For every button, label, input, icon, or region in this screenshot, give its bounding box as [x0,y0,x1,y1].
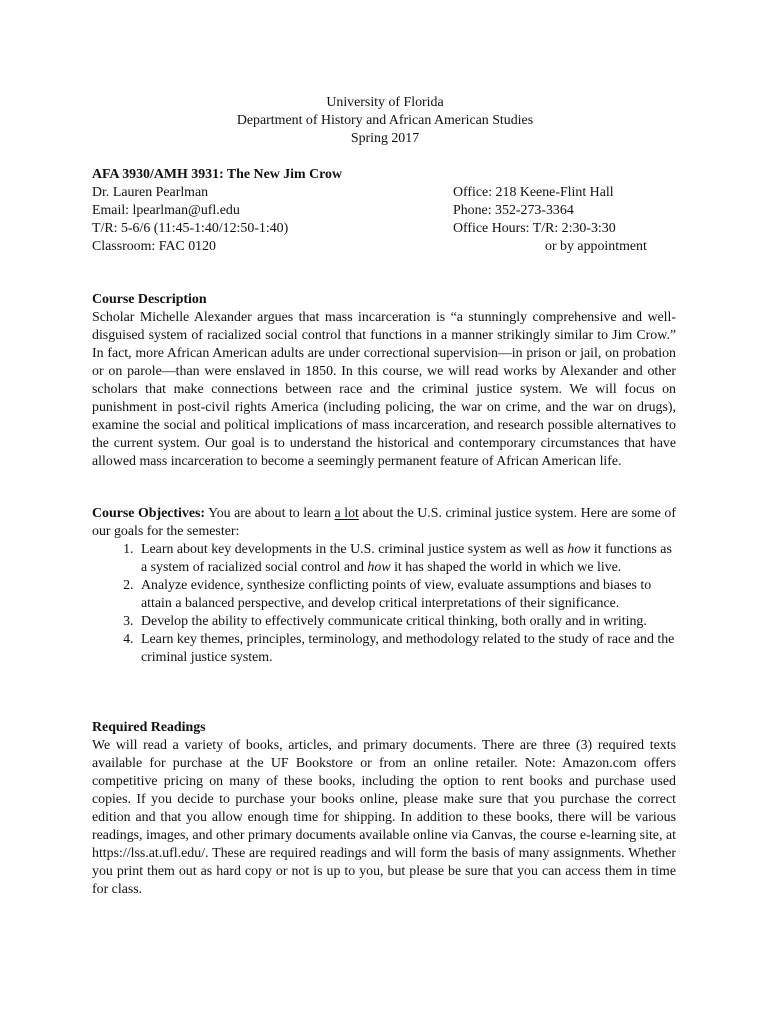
objectives-intro-underlined: a lot [334,506,359,521]
class-schedule: T/R: 5-6/6 (11:45-1:40/12:50-1:40) [92,221,289,236]
required-readings-section [92,719,676,899]
institution-name: University of Florida [326,95,444,110]
classroom: Classroom: FAC 0120 [92,239,216,254]
objective-item: 1. Learn about key developments in the U.S. criminal justice system as well as how it functions as a system of racialized social control and how it has shaped the world in which we live. [137,541,676,577]
objective-item: 4. Learn key themes, principles, terminology, and methodology related to the study of race and the criminal justice system. [137,631,676,667]
term: Spring 2017 [350,131,420,146]
section-heading-description: Course Description [92,292,207,307]
instructor-email: Email: lpearlman@ufl.edu [92,203,240,218]
section-heading-objectives: Course Objectives: [92,506,206,521]
objectives-intro [92,505,676,541]
objectives-intro-text-a: You are about to learn [208,506,332,521]
required-readings-text: We will read a variety of books, articles, and primary documents. There are three (3) required texts available for purchase at the UF Bookstore or from an online retailer. Note: Amazon.com offers competitive pricing on many of these books, including the option to rent books and purchase used copies. If you decide to purchase your books online, please make sure that you purchase the correct edition and that you allow enough time for shipping. In addition to these books, there will be various readings, images, and other primary documents available online via Canvas, the course e-learning site, at https://lss.at.ufl.edu/. These are required readings and will form the basis of many assignments. Whether you print them out as hard copy or not is up to you, but please be sure that you can access them in time for class. [92,738,676,897]
emphasis-how: how [367,560,391,575]
objective-item: 2. Analyze evidence, synthesize conflicting points of view, evaluate assumptions and biases to attain a balanced perspective, and develop critical interpretations of their significance. [137,577,676,613]
course-objectives-section [92,505,676,667]
office-hours: Office Hours: T/R: 2:30-3:30 [453,221,616,236]
office-phone: Phone: 352-273-3364 [453,203,574,218]
instructor-name: Dr. Lauren Pearlman [92,185,209,200]
department-name: Department of History and African American Studies [236,113,534,128]
emphasis-how: how [567,542,591,557]
course-description-text: Scholar Michelle Alexander argues that mass incarceration is “a stunningly comprehensive and well-disguised system of racialized social control that functions in a manner strikingly similar to Jim Crow.” In fact, more African American adults are under correctional supervision—in prison or jail, on probation or on parole—than were enslaved in 1850. In this course, we will read works by Alexander and other scholars that make connections between race and the criminal justice system. We will focus on punishment in post-civil rights America (including policing, the war on crime, and the war on drugs), examine the social and political implications of mass incarceration, and research possible alternatives to the current system. Our goal is to understand the historical and contemporary circumstances that have allowed mass incarceration to become a seemingly permanent feature of African American life. [92,310,676,469]
objectives-intro-text-b: about the U.S. criminal justice system. Here are some of our goals for the semester: [92,506,676,539]
course-title: AFA 3930/AMH 3931: The New Jim Crow [92,167,343,182]
office-hours-alt: or by appointment [545,239,647,254]
objectives-list [92,541,676,667]
course-description-section [92,291,676,471]
section-heading-readings: Required Readings [92,720,206,735]
document-header [0,94,770,148]
objective-item: 3. Develop the ability to effectively communicate critical thinking, both orally and in writing. [137,613,676,631]
office-location: Office: 218 Keene-Flint Hall [453,185,614,200]
